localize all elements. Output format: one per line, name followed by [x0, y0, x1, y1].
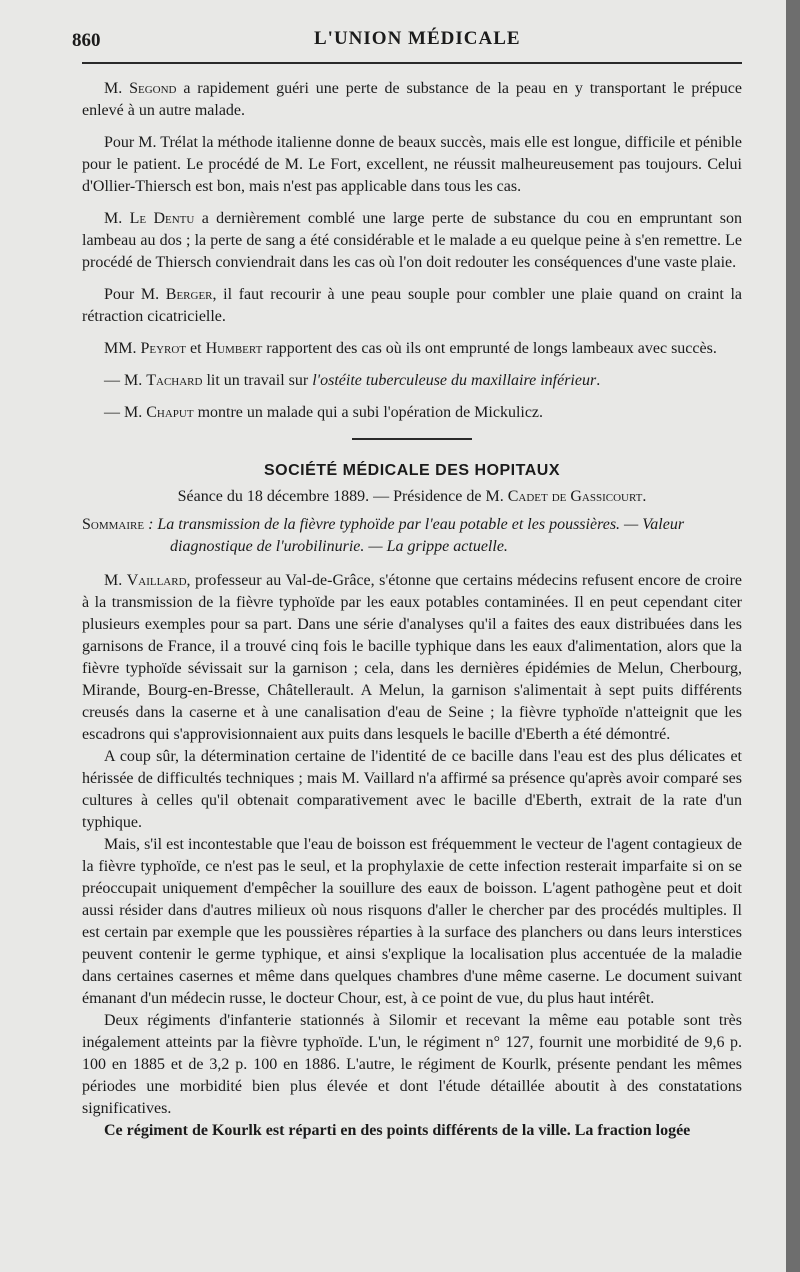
paragraph: A coup sûr, la détermination certaine de l'identité de ce bacille dans l'eau est des plus délicates et hérissée de difficultés techniques ; mais M. Vaillard n'a affirmé sa présence qu'après avoir comparé ses cultures à celles qu'il obtenait comparativement avec le bacille d'Eberth, extrait de la rate d'un typhique. — [82, 748, 742, 831]
paragraph: MM. Peyrot et Humbert rapportent des cas où ils ont emprunté de longs lambeaux avec succès. — [104, 340, 717, 357]
section-separator — [352, 438, 472, 440]
section-title: SOCIÉTÉ MÉDICALE DES HOPITAUX — [263, 462, 560, 479]
paragraph: Pour M. Berger, il faut recourir à une peau souple pour combler une plaie quand on craint la rétraction cicatricielle. — [82, 286, 743, 325]
header-rule — [82, 62, 742, 64]
seance-line: Séance du 18 décembre 1889. — Présidence de M. Cadet de Gassicourt. — [177, 488, 647, 505]
paragraph: Deux régiments d'infanterie stationnés à Silomir et recevant la même eau potable sont très inégalement atteints par la fièvre typhoïde. L'un, le régiment n° 127, fournit une morbidité de 9,6 p. 100 en 1885 et de 3,2 p. 100 en 1886. L'autre, le régiment de Kourlk, présente pendant les mêmes périodes une morbidité bien plus élevée et dont l'étude détaillée aboutit à des constatations significatives. — [82, 1012, 742, 1117]
paragraph: Pour M. Trélat la méthode italienne donne de beaux succès, mais elle est longue, difficile et pénible pour le patient. Le procédé de M. Le Fort, excellent, ne réussit malheureusement pas toujours. Celui d'Ollier-Thiersch est bon, mais n'est pas applicable dans tous les cas. — [82, 134, 742, 195]
paragraph: — M. Tachard lit un travail sur l'ostéite tuberculeuse du maxillaire inférieur. — [104, 372, 601, 389]
page-number: 860 — [72, 30, 101, 51]
article-top — [82, 78, 742, 424]
paragraph: — M. Chaput montre un malade qui a subi l'opération de Mickulicz. — [104, 404, 544, 421]
journal-title: L'UNION MÉDICALE — [314, 28, 521, 49]
article-bottom — [82, 570, 742, 1142]
page-header — [72, 22, 742, 52]
paragraph: Mais, s'il est incontestable que l'eau de boisson est fréquemment le vecteur de l'agent contagieux de la fièvre typhoïde, ce n'est pas le seul, et la prophylaxie de cette infection resterait imparfaite si on se préoccupait uniquement d'empêcher la souillure des eaux de boisson. L'agent pathogène peut et doit aussi résider dans d'autres milieux où nous risquons d'aller le chercher par des procédés multiples. Il est certain par exemple que les poussières réparties à la surface des planchers ou dans leurs interstices peuvent contenir le germe typhique, et ainsi s'explique la localisation plus accentuée de la maladie dans certaines casernes et même dans quelques chambres d'une même caserne. Le document suivant émanant d'un médecin russe, le docteur Chour, est, à ce point de vue, du plus haut intérêt. — [82, 836, 742, 1007]
paragraph: M. Segond a rapidement guéri une perte de substance de la peau en y transportant le prépuce enlevé à un autre malade. — [82, 80, 742, 119]
paragraph: M. Vaillard, professeur au Val-de-Grâce, s'étonne que certains médecins refusent encore de croire à la transmission de la fièvre typhoïde par les eaux potables contaminées. Il en peut cependant citer plusieurs exemples pour sa part. Dans une série d'analyses qu'il a faites des eaux distribuées dans les garnisons de France, il a trouvé cinq fois le bacille typhique dans les eaux d'alimentation, alors que la fièvre typhoïde sévissait sur la garnison ; cela, dans les dernières épidémies de Melun, Cherbourg, Mirande, Bourg-en-Bresse, Châtellerault. A Melun, la garnison s'alimentait à sept puits différents creusés dans la caserne et à une canalisation d'eau de Seine ; la fièvre typhoïde n'atteignit que les escadrons qui s'approvisionnaient aux puits dans lesquels le bacille d'Eberth a été démontré. — [82, 572, 743, 743]
paragraph: Ce régiment de Kourlk est réparti en des points différents de la ville. La fraction logée — [104, 1122, 691, 1139]
sommaire: Sommaire : La transmission de la fièvre typhoïde par l'eau potable et les poussières. — Valeur diagnostique de l'urobilinurie. — La grippe actuelle. — [82, 516, 685, 555]
paragraph: M. Le Dentu a dernièrement comblé une large perte de substance du cou en empruntant son lambeau au dos ; la perte de sang a été considérable et le malade a eu quelque peine à s'en remettre. Le procédé de Thiersch conviendrait dans les cas où l'on doit redouter les conséquences d'une vaste plaie. — [82, 210, 743, 271]
